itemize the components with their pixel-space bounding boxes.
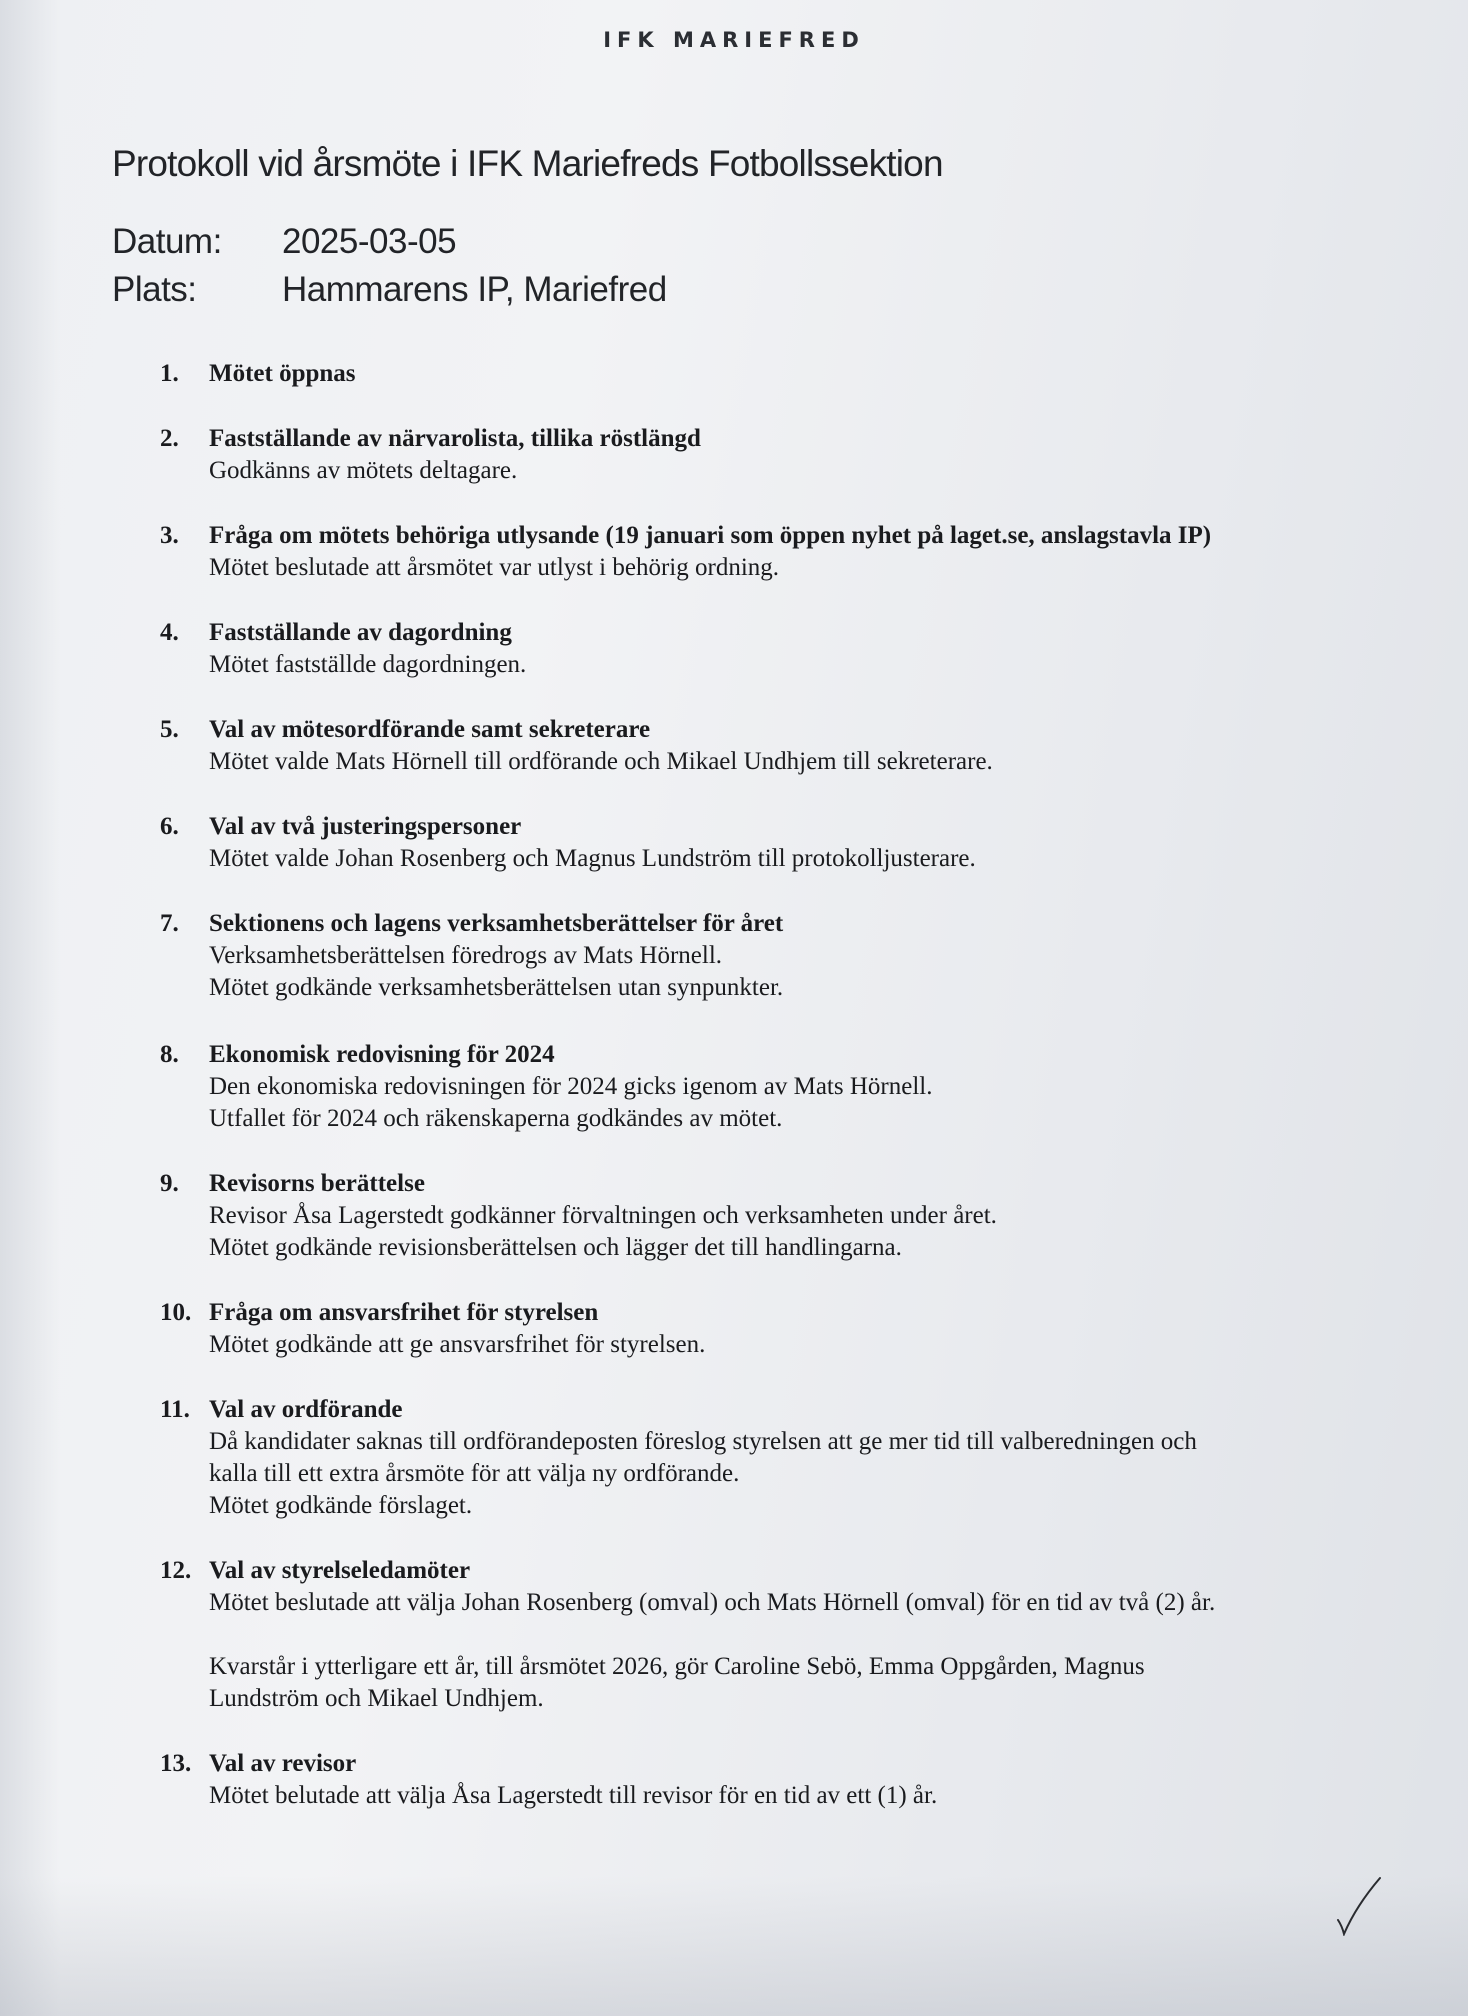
agenda-list (160, 358, 1360, 1845)
date-label: Datum: (112, 222, 222, 261)
agenda-item-text: Mötet godkände revisionsberättelsen och lägger det till handlingarna. (209, 1234, 902, 1261)
agenda-item (160, 1039, 1360, 1135)
agenda-item (160, 520, 1360, 584)
agenda-item-heading: Val av två justeringspersoner (209, 813, 522, 840)
agenda-item-text: Revisor Åsa Lagerstedt godkänner förvaltningen och verksamheten under året. (209, 1202, 997, 1229)
agenda-item-number: 9. (160, 1170, 179, 1197)
agenda-item-heading: Sektionens och lagens verksamhetsberättelser för året (209, 910, 784, 937)
agenda-item (160, 908, 1360, 1004)
agenda-item-number: 7. (160, 910, 179, 937)
agenda-item-number: 10. (160, 1299, 192, 1326)
checkmark-icon (1334, 1876, 1384, 1936)
agenda-item-heading: Fastställande av dagordning (209, 619, 512, 646)
agenda-item-text: Mötet beslutade att årsmötet var utlyst i behörig ordning. (209, 554, 780, 581)
agenda-item (160, 811, 1360, 875)
agenda-item-text: Godkänns av mötets deltagare. (209, 457, 518, 484)
page-shadow-bottom (0, 1876, 1468, 2016)
agenda-item-text: Mötet fastställde dagordningen. (209, 651, 527, 678)
agenda-item (160, 1168, 1360, 1264)
agenda-item-number: 12. (160, 1557, 192, 1584)
agenda-item-text: Mötet godkände förslaget. (209, 1492, 473, 1519)
agenda-item-text: Lundström och Mikael Undhjem. (209, 1685, 544, 1712)
agenda-item-text: Då kandidater saknas till ordförandeposten föreslog styrelsen att ge mer tid till valberedningen och (209, 1428, 1197, 1455)
date-value: 2025-03-05 (282, 222, 457, 261)
agenda-item-heading: Mötet öppnas (209, 360, 356, 387)
agenda-item-number: 8. (160, 1041, 179, 1068)
agenda-item-text: Mötet godkände verksamhetsberättelsen utan synpunkter. (209, 974, 784, 1001)
agenda-item (160, 1297, 1360, 1361)
agenda-item-number: 11. (160, 1396, 190, 1423)
agenda-item (160, 423, 1360, 487)
place-value: Hammarens IP, Mariefred (282, 270, 667, 309)
agenda-item-heading: Revisorns berättelse (209, 1170, 425, 1197)
agenda-item-text: Verksamhetsberättelsen föredrogs av Mats Hörnell. (209, 942, 723, 969)
agenda-item-heading: Fråga om mötets behöriga utlysande (19 januari som öppen nyhet på laget.se, anslagstavla IP) (209, 522, 1212, 549)
place-label: Plats: (112, 270, 197, 309)
agenda-item-heading: Ekonomisk redovisning för 2024 (209, 1041, 555, 1068)
agenda-item-text: Mötet valde Mats Hörnell till ordförande och Mikael Undhjem till sekreterare. (209, 748, 993, 775)
agenda-item-heading: Fråga om ansvarsfrihet för styrelsen (209, 1299, 599, 1326)
agenda-item-text: Den ekonomiska redovisningen för 2024 gicks igenom av Mats Hörnell. (209, 1073, 933, 1100)
agenda-item-number: 13. (160, 1750, 192, 1777)
agenda-item-text: kalla till ett extra årsmöte för att välja ny ordförande. (209, 1460, 740, 1487)
club-name-header: IFK MARIEFRED (603, 28, 865, 52)
agenda-item (160, 1748, 1360, 1812)
agenda-item (160, 1394, 1360, 1522)
agenda-item-heading: Val av ordförande (209, 1396, 403, 1423)
agenda-item-text: Mötet valde Johan Rosenberg och Magnus Lundström till protokolljusterare. (209, 845, 976, 872)
agenda-item-text: Utfallet för 2024 och räkenskaperna godkändes av mötet. (209, 1105, 783, 1132)
agenda-item-heading: Val av revisor (209, 1750, 357, 1777)
agenda-item (160, 714, 1360, 778)
agenda-item-heading: Fastställande av närvarolista, tillika röstlängd (209, 425, 701, 452)
agenda-item-number: 3. (160, 522, 179, 549)
agenda-item (160, 358, 1360, 390)
paragraph-gap (209, 1619, 1360, 1651)
agenda-item-heading: Val av mötesordförande samt sekreterare (209, 716, 651, 743)
agenda-item-number: 1. (160, 360, 179, 387)
agenda-item-number: 2. (160, 425, 179, 452)
agenda-item-text: Kvarstår i ytterligare ett år, till årsmötet 2026, gör Caroline Sebö, Emma Oppgården, Magnus (209, 1653, 1145, 1680)
agenda-item-heading: Val av styrelseledamöter (209, 1557, 471, 1584)
agenda-item-text: Mötet belutade att välja Åsa Lagerstedt till revisor för en tid av ett (1) år. (209, 1782, 938, 1809)
document-title: Protokoll vid årsmöte i IFK Mariefreds Fotbollssektion (112, 143, 943, 184)
page-shadow-left (0, 0, 60, 2016)
agenda-item-number: 5. (160, 716, 179, 743)
agenda-item-number: 6. (160, 813, 179, 840)
agenda-item-number: 4. (160, 619, 179, 646)
agenda-item (160, 617, 1360, 681)
agenda-item-text: Mötet beslutade att välja Johan Rosenberg (omval) och Mats Hörnell (omval) för en tid av två (2) år. (209, 1589, 1216, 1616)
agenda-item (160, 1555, 1360, 1715)
agenda-item-text: Mötet godkände att ge ansvarsfrihet för styrelsen. (209, 1331, 706, 1358)
